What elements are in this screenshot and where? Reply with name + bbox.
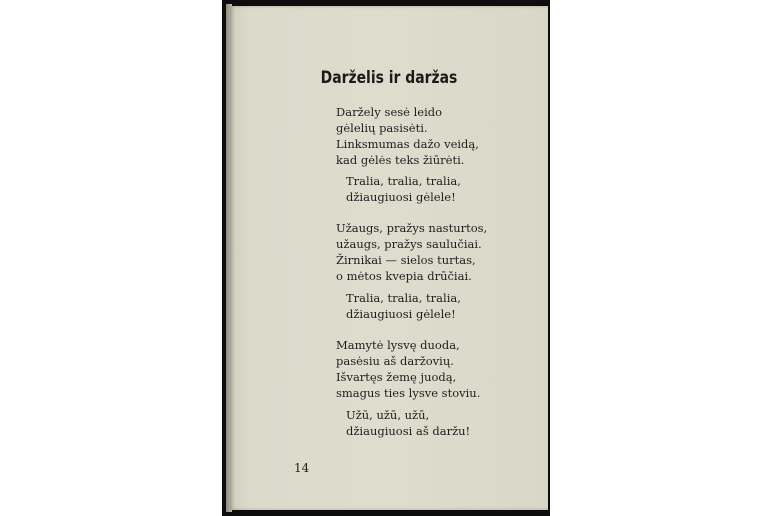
page-number: 14 [294,461,310,475]
chorus-line: Tralia, tralia, tralia, [346,291,461,305]
poem-title: Darželis ir daržas [320,68,458,88]
stanza-line: o mėtos kvepia drūčiai. [336,269,472,283]
chorus-2 [346,290,461,322]
chorus-3 [346,407,470,439]
stanza-line: Mamytė lysvę duoda, [336,338,460,352]
stanza-line: Darželу sesė leido [336,105,443,119]
stanza-line: pasėsiu aš daržovių. [336,354,454,368]
chorus-line: Tralia, tralia, tralia, [346,174,461,188]
stanza-line: kad gėlės teks žiūrėti. [336,153,465,167]
chorus-line: džiaugiuosi gėlele! [346,190,456,204]
stanza-line: užaugs, pražys saulučiai. [336,237,482,251]
book-page [230,6,548,510]
chorus-1 [346,173,461,205]
stanza-line: gėlelių pasisėti. [336,121,428,135]
stanza-3 [336,337,480,401]
chorus-line: džiaugiuosi aš daržu! [346,424,471,438]
stanza-line: Žirnikai — sielos turtas, [336,253,476,267]
chorus-line: Užū, užū, užū, [346,408,430,422]
chorus-line: džiaugiuosi gėlele! [346,307,456,321]
stanza-line: Linksmumas dažo veidą, [336,137,479,151]
stanza-2 [336,220,487,284]
stanza-line: Užaugs, pražys nasturtos, [336,221,488,235]
stanza-1 [336,104,479,168]
stanza-line: smagus ties lysve stoviu. [336,386,481,400]
stanza-line: Išvartęs žemę juodą, [336,370,457,384]
